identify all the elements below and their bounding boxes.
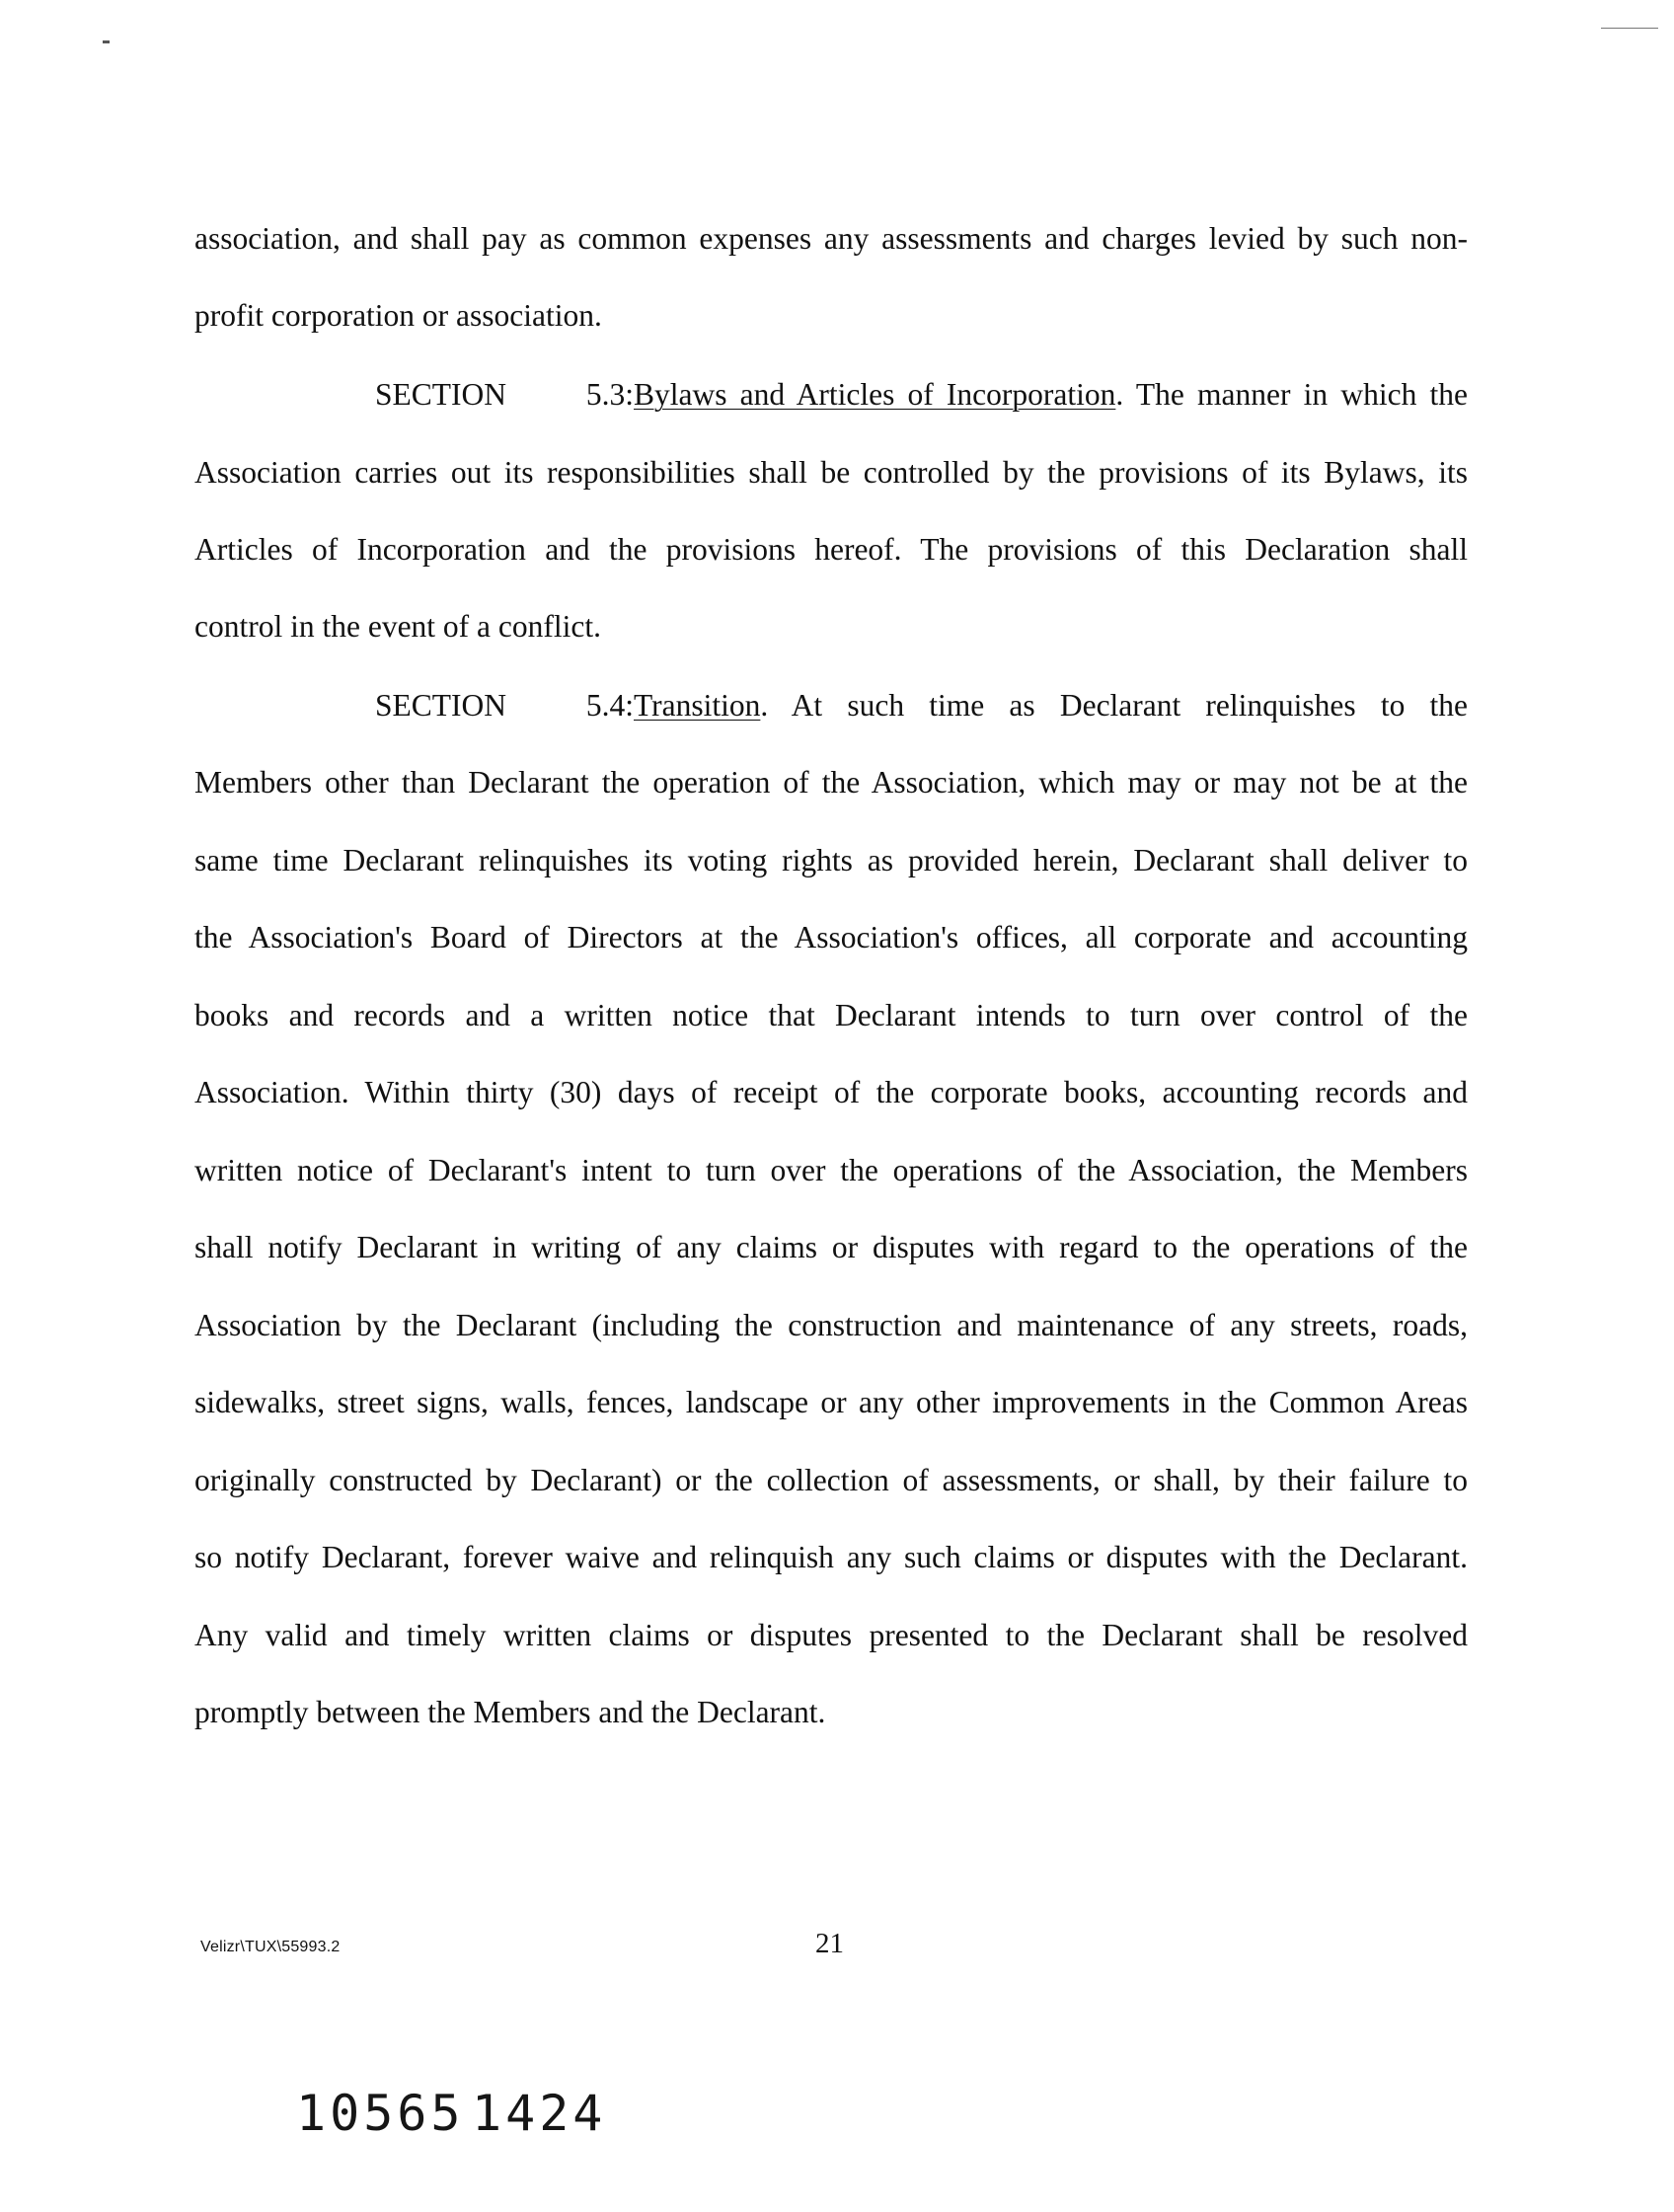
body-line: association, and shall pay as common expenses any assessments and charges levied by such non-	[194, 221, 1468, 256]
document-id: Velizr\TUX\55993.2	[200, 1939, 341, 1955]
body-line: so notify Declarant, forever waive and relinquish any such claims or disputes with the Declarant.	[194, 1540, 1468, 1574]
body-line: promptly between the Members and the Declarant.	[194, 1695, 826, 1729]
section-5-3-heading	[375, 375, 1468, 415]
body-line: originally constructed by Declarant) or the collection of assessments, or shall, by their failure to	[194, 1463, 1468, 1497]
recording-page-number: 1424	[472, 2085, 607, 2142]
body-line: sidewalks, street signs, walls, fences, landscape or any other improvements in the Common Areas	[194, 1385, 1468, 1419]
body-line: Association carries out its responsibilities shall be controlled by the provisions of its Bylaws, its	[194, 455, 1468, 490]
body-line: Members other than Declarant the operation of the Association, which may or may not be at the	[194, 765, 1468, 800]
body-line: Association. Within thirty (30) days of receipt of the corporate books, accounting records and	[194, 1075, 1468, 1109]
section-title: Transition	[634, 688, 761, 723]
body-line: control in the event of a conflict.	[194, 609, 601, 644]
body-line: written notice of Declarant's intent to turn over the operations of the Association, the Members	[194, 1153, 1468, 1187]
section-5-4-heading	[375, 686, 1468, 725]
recording-book-number: 10565	[296, 2085, 465, 2142]
section-heading-text: . At such time as Declarant relinquishes to the	[760, 688, 1468, 723]
section-title: Bylaws and Articles of Incorporation	[634, 377, 1116, 412]
scan-mark-dash	[103, 40, 110, 43]
scan-mark-rule	[1601, 28, 1658, 29]
page-number: 21	[815, 1928, 844, 1959]
section-number: SECTION 5.4:	[375, 688, 634, 723]
body-line: shall notify Declarant in writing of any claims or disputes with regard to the operations of the	[194, 1230, 1468, 1264]
body-line: Any valid and timely written claims or disputes presented to the Declarant shall be resolved	[194, 1618, 1468, 1652]
section-heading-text: . The manner in which the	[1115, 377, 1468, 412]
body-line: Articles of Incorporation and the provisions hereof. The provisions of this Declaration shall	[194, 532, 1468, 567]
body-line: books and records and a written notice that Declarant intends to turn over control of the	[194, 998, 1468, 1032]
body-line: the Association's Board of Directors at the Association's offices, all corporate and accounting	[194, 920, 1468, 954]
body-line: Association by the Declarant (including the construction and maintenance of any streets, roads,	[194, 1308, 1468, 1342]
section-number: SECTION 5.3:	[375, 377, 634, 412]
body-line: same time Declarant relinquishes its voting rights as provided herein, Declarant shall deliver to	[194, 843, 1468, 877]
body-line: profit corporation or association.	[194, 298, 602, 333]
